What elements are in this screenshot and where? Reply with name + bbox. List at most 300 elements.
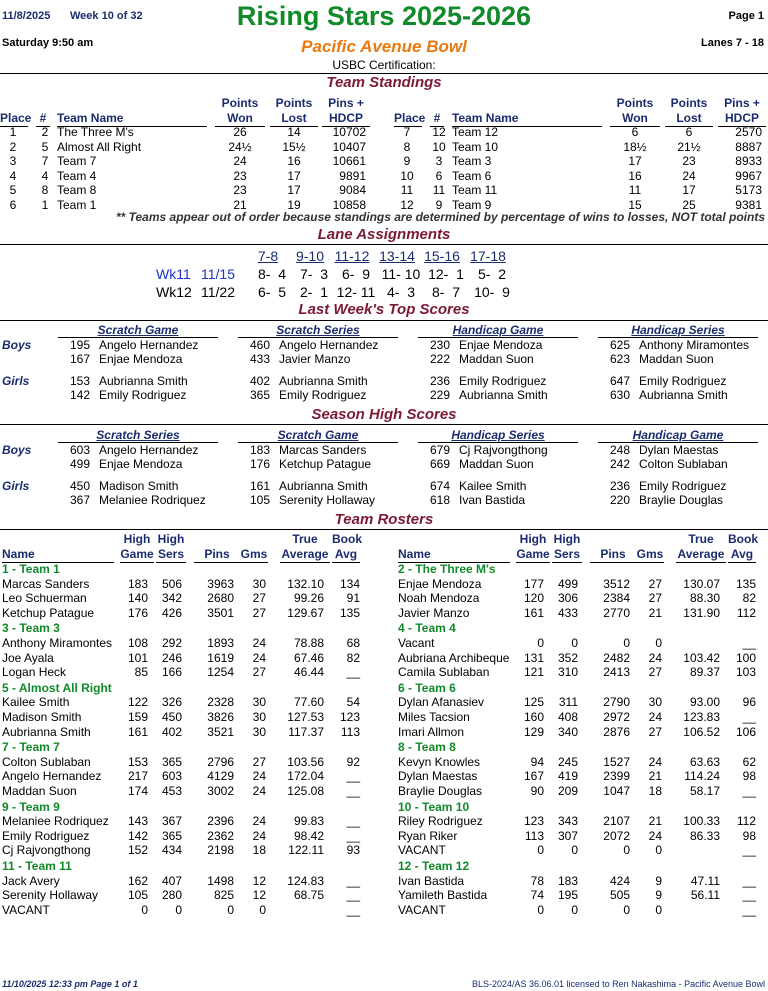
col-true-avg: True [688,532,714,546]
player-name: Melaniee Rodriquez [2,814,109,829]
score-value: 167 [69,352,90,366]
player-gms: 0 [655,902,662,917]
player-high-sers: 306 [557,591,578,606]
player-high-game: 113 [524,828,544,843]
player-true-avg: 130.07 [683,576,720,591]
standing-num: 6 [435,168,443,183]
col-book-avg-2: Avg [728,547,756,563]
player-name: VACANT [398,902,446,917]
team-header: 1 - Team 1 [2,562,60,576]
player-true-avg: 98.42 [293,828,324,843]
player-book-avg: 62 [742,754,756,769]
score-value: 183 [249,443,270,457]
team-header: 12 - Team 12 [398,859,470,873]
score-group-header: Scratch Game [238,428,398,443]
player-true-avg: 106.52 [683,724,720,739]
player-gms: 27 [648,576,662,591]
standing-won: 15 [628,197,642,212]
player-pins: 2328 [207,695,234,710]
player-name: Serenity Hollaway [2,888,99,903]
bowler-name: Aubrianna Smith [639,388,728,402]
standing-team: Team 12 [452,125,499,139]
standing-place: 2 [9,139,17,154]
player-book-avg: __ [742,843,756,858]
player-high-sers: 166 [161,665,182,680]
player-pins: 2770 [603,605,630,620]
player-true-avg: 127.53 [287,710,324,724]
col-points-won: Points [616,96,654,110]
team-header: 8 - Team 8 [398,740,456,755]
lane-matchup: 7- 3 [299,266,328,282]
player-gms: 30 [252,710,266,724]
bowler-name: Colton Sublaban [639,457,728,471]
standing-won: 24½ [228,139,252,154]
score-value: 248 [609,443,630,457]
player-high-sers: 195 [557,888,578,903]
standing-won: 21 [233,197,247,212]
player-high-sers: 326 [161,695,182,710]
player-high-sers: 246 [161,650,182,665]
player-true-avg: 88.30 [689,591,720,606]
player-book-avg: 134 [339,576,360,591]
bowler-name: Kailee Smith [459,479,527,493]
col-true-avg: True [292,532,318,546]
col-high-sers: High [157,532,185,546]
player-true-avg: 122.11 [288,843,324,858]
player-pins: 1047 [603,784,630,798]
player-pins: 2396 [207,814,234,829]
player-high-game: 78 [530,873,544,888]
player-name: Vacant [398,636,435,650]
player-true-avg: 93.00 [689,695,720,710]
standing-team: Almost All Right [57,139,142,154]
player-pins: 1527 [603,754,630,769]
standing-hdcp: 5173 [735,183,762,197]
score-group-header: Handicap Game [598,428,758,443]
lane-matchup: 6- 9 [341,266,370,282]
player-book-avg: 93 [346,843,360,858]
player-high-sers: 343 [557,814,578,829]
report-date: 11/8/2025 [2,10,51,22]
player-gms: 24 [648,754,662,769]
player-high-sers: 342 [161,591,182,606]
lane-pair-header: 7-8 [257,248,279,264]
col-book-avg: Book [332,532,362,546]
standing-lost: 6 [685,125,693,139]
player-high-sers: 209 [557,784,578,798]
player-true-avg: 124.83 [287,873,324,888]
standing-team: Team 6 [452,168,492,183]
bowler-name: Emily Rodriguez [459,374,547,388]
lane-matchup: 4- 3 [386,284,415,300]
player-gms: 18 [252,843,266,858]
standing-place: 1 [9,125,17,139]
player-pins: 2072 [603,828,630,843]
player-pins: 3826 [207,710,234,724]
player-high-game: 122 [127,695,148,710]
player-name: Javier Manzo [398,605,470,620]
player-high-game: 131 [523,650,544,665]
col-name: Name [398,547,510,563]
usbc-cert: USBC Certification: [332,58,436,72]
standing-lost: 19 [287,197,301,212]
player-high-game: 74 [530,888,544,903]
standing-place: 6 [9,197,17,212]
player-name: Aubriana Archibeque [398,650,510,665]
girls-label: Girls [2,479,30,493]
score-value: 161 [249,479,270,493]
player-true-avg: 99.26 [293,591,324,606]
player-gms: 24 [252,828,266,843]
top-scores-title: Last Week's Top Scores [298,301,470,318]
player-true-avg: 129.67 [287,605,324,620]
standing-won: 23 [233,168,247,183]
player-pins: 0 [227,902,234,917]
player-book-avg: 100 [735,650,756,665]
standing-place: 12 [400,197,414,212]
score-value: 365 [249,388,270,402]
col-gms: Gms [636,547,664,561]
standing-num: 1 [41,197,49,212]
player-gms: 24 [252,650,266,665]
player-book-avg: __ [742,636,756,650]
player-pins: 1254 [207,665,234,680]
standing-lost: 21½ [677,139,701,154]
lane-matchup: 12- 11 [336,284,376,300]
player-high-game: 0 [537,843,544,858]
lane-matchup: 10- 9 [474,284,510,300]
lane-week: Wk12 [156,284,192,300]
player-book-avg: __ [742,710,756,724]
player-pins: 0 [623,902,630,917]
team-header: 6 - Team 6 [398,680,456,695]
player-high-game: 217 [127,769,148,784]
player-name: Angelo Hernandez [2,769,102,784]
team-header: 7 - Team 7 [2,740,60,755]
player-name: Madison Smith [2,710,82,724]
bowler-name: Aubrianna Smith [99,374,188,388]
score-value: 230 [429,338,450,352]
standing-hdcp: 2570 [735,125,762,139]
standing-place: 11 [400,183,414,197]
standing-place: 5 [9,183,17,197]
player-book-avg: 92 [346,754,360,769]
standing-hdcp: 10858 [332,197,366,212]
bowler-name: Aubrianna Smith [459,388,548,402]
player-book-avg: 68 [346,636,360,650]
player-true-avg: 103.42 [683,650,720,665]
bowler-name: Maddan Suon [639,352,714,366]
bowler-name: Aubrianna Smith [279,479,368,493]
player-true-avg: 46.44 [293,665,324,680]
lane-pair-header: 13-14 [379,248,415,264]
player-book-avg: __ [346,784,360,798]
player-high-sers: 419 [557,769,578,784]
col-lost: Lost [270,111,318,127]
col-points-lost: Points [670,96,708,110]
standing-num: 10 [432,139,446,154]
standing-won: 23 [233,183,247,197]
score-value: 220 [609,493,630,507]
player-pins: 4129 [207,769,234,784]
standing-hdcp: 8887 [735,139,762,154]
player-high-game: 153 [127,754,148,769]
standing-team: Team 4 [57,168,97,183]
player-high-sers: 453 [161,784,182,798]
standing-won: 24 [233,154,247,168]
player-book-avg: 112 [736,814,756,829]
score-value: 105 [249,493,270,507]
rule [0,244,768,245]
standing-place: 10 [400,168,414,183]
week-label: Week 10 of 32 [70,10,143,22]
player-high-sers: 402 [161,724,182,739]
team-header: 10 - Team 10 [398,799,470,814]
bowler-name: Ivan Bastida [459,493,526,507]
player-high-game: 143 [127,814,148,829]
player-true-avg: 172.04 [287,769,324,784]
col-high-game-2: Game [120,547,154,561]
lane-date: 11/15 [201,266,235,282]
player-gms: 24 [252,636,266,650]
col-book-avg: Book [728,532,758,546]
player-gms: 0 [655,636,662,650]
standing-team: Team 7 [57,154,97,168]
col-won: Won [610,111,660,127]
player-true-avg: 103.56 [287,754,324,769]
player-name: Noah Mendoza [398,591,480,606]
footer-license: BLS-2024/AS 36.06.01 licensed to Ren Nakashima - Pacific Avenue Bowl [471,979,765,989]
player-name: Miles Tacsion [398,710,470,724]
player-book-avg: __ [346,902,360,917]
player-gms: 30 [252,576,266,591]
team-header: 9 - Team 9 [2,799,60,814]
standing-place: 4 [9,168,17,183]
player-true-avg: 68.75 [293,888,324,903]
col-high-game: High [519,532,547,546]
standing-place: 3 [9,154,17,168]
player-book-avg: 113 [340,724,360,739]
player-name: VACANT [398,843,446,858]
player-pins: 2972 [603,710,630,724]
player-true-avg: 78.88 [293,636,324,650]
standing-team: Team 3 [452,154,492,168]
score-value: 433 [249,352,270,366]
player-high-sers: 450 [161,710,182,724]
player-high-sers: 434 [161,843,182,858]
player-book-avg: __ [346,769,360,784]
bowler-name: Maddan Suon [459,352,534,366]
bowler-name: Enjae Mendoza [459,338,543,352]
player-gms: 24 [252,814,266,829]
player-book-avg: 123 [339,710,360,724]
player-pins: 2413 [603,665,630,680]
player-book-avg: 103 [735,665,756,680]
standing-won: 18½ [623,139,647,154]
team-header: 2 - The Three M's [398,562,496,576]
player-gms: 27 [648,665,662,680]
player-name: Dylan Maestas [398,769,478,784]
lane-pair-header: 15-16 [424,248,460,264]
player-true-avg: 77.60 [293,695,324,710]
score-value: 603 [69,443,90,457]
player-high-game: 0 [141,902,148,917]
lane-matchup: 2- 1 [299,284,328,300]
col-high-sers-2: Sers [553,547,581,561]
standing-lost: 15½ [282,139,306,154]
bowler-name: Serenity Hollaway [279,493,376,507]
player-book-avg: 54 [346,695,360,710]
player-pins: 3002 [207,784,234,798]
player-true-avg: 63.63 [689,754,720,769]
standing-num: 5 [41,139,49,154]
score-value: 222 [429,352,450,366]
player-gms: 9 [655,873,662,888]
player-high-sers: 367 [161,814,182,829]
standing-hdcp: 9084 [339,183,366,197]
standing-num: 4 [41,168,49,183]
col-team: Team Name [452,111,602,127]
score-value: 450 [69,479,90,493]
player-book-avg: 106 [735,724,756,739]
score-value: 402 [249,374,270,388]
col-hdcp: HDCP [322,111,370,127]
team-header: 5 - Almost All Right [2,680,112,695]
bowler-name: Aubrianna Smith [279,374,368,388]
col-high-sers: High [553,532,581,546]
player-high-game: 174 [127,784,148,798]
player-pins: 505 [609,888,630,903]
player-gms: 27 [252,665,266,680]
player-high-game: 123 [523,814,544,829]
footer-timestamp: 11/10/2025 12:33 pm Page 1 of 1 [2,979,138,989]
player-pins: 2384 [603,591,630,606]
lane-pair-header: 11-12 [334,248,370,264]
lane-matchup: 12- 1 [428,266,464,282]
player-book-avg: __ [742,784,756,798]
player-pins: 0 [623,843,630,858]
standing-place: 7 [403,125,411,139]
score-value: 142 [69,388,90,402]
player-gms: 27 [648,724,662,739]
bowler-name: Maddan Suon [459,457,534,471]
standing-place: 8 [403,139,411,154]
player-high-game: 176 [127,605,148,620]
standing-lost: 23 [682,154,696,168]
team-header: 4 - Team 4 [398,621,456,636]
day-time: Saturday 9:50 am [2,37,94,49]
standing-lost: 16 [287,154,301,168]
bowler-name: Angelo Hernandez [279,338,379,352]
player-book-avg: __ [346,888,360,903]
player-name: Logan Heck [2,665,67,680]
player-high-game: 125 [523,695,544,710]
standing-team: Team 8 [57,183,97,197]
player-high-game: 105 [127,888,148,903]
col-pins: Pins [590,547,636,563]
player-high-game: 101 [127,650,148,665]
player-pins: 3512 [603,576,630,591]
score-value: 679 [429,443,450,457]
player-book-avg: __ [742,902,756,917]
col-high-game-2: Game [516,547,550,561]
player-pins: 2680 [207,591,234,606]
player-book-avg: 98 [742,828,756,843]
player-high-sers: 0 [571,636,578,650]
player-gms: 21 [648,814,662,829]
standing-won: 6 [631,125,639,139]
rule [0,529,768,530]
player-high-game: 152 [127,843,148,858]
rosters-title: Team Rosters [334,511,434,528]
player-name: Leo Schuerman [2,591,87,606]
player-high-sers: 426 [161,605,182,620]
player-high-sers: 499 [557,576,578,591]
standing-team: The Three M's [57,125,134,139]
score-value: 674 [429,479,450,493]
bowler-name: Cj Rajvongthong [459,443,548,457]
player-pins: 2482 [603,650,630,665]
player-high-sers: 183 [557,873,578,888]
player-high-game: 161 [127,724,148,739]
player-high-sers: 433 [557,605,578,620]
score-value: 647 [609,374,630,388]
lane-matchup: 8- 4 [257,266,286,282]
player-pins: 2198 [207,843,234,858]
player-gms: 18 [648,784,662,798]
standing-won: 11 [628,183,642,197]
player-book-avg: __ [742,873,756,888]
col-pins-hdcp: Pins + [724,96,760,110]
player-name: Colton Sublaban [2,754,91,769]
standing-num: 11 [432,183,446,197]
lanes-title: Lane Assignments [317,226,451,243]
score-value: 153 [69,374,90,388]
lane-pair-header: 17-18 [470,248,506,264]
lanes-label: Lanes 7 - 18 [701,37,764,49]
standing-won: 17 [628,154,642,168]
player-high-game: 85 [134,665,148,680]
player-high-sers: 365 [161,828,182,843]
player-high-sers: 603 [161,769,182,784]
player-pins: 0 [623,636,630,650]
player-true-avg: 100.33 [683,814,720,829]
standing-hdcp: 10661 [332,154,366,168]
standing-num: 12 [432,125,446,139]
col-lost: Lost [665,111,713,127]
player-name: VACANT [2,902,50,917]
standing-won: 26 [233,125,247,139]
score-value: 236 [429,374,450,388]
player-high-game: 121 [523,665,544,680]
player-name: Ivan Bastida [398,873,465,888]
bowler-name: Dylan Maestas [639,443,719,457]
col-hdcp: HDCP [718,111,766,127]
score-value: 499 [69,457,90,471]
player-book-avg: __ [346,665,360,680]
bowler-name: Angelo Hernandez [99,338,199,352]
player-name: Yamileth Bastida [398,888,488,903]
player-name: Kailee Smith [2,695,70,710]
player-high-sers: 407 [161,873,182,888]
player-pins: 2876 [603,724,630,739]
boys-label: Boys [2,338,32,352]
standing-team: Team 11 [452,183,498,197]
player-true-avg: 131.90 [683,605,720,620]
rule [0,320,768,321]
player-true-avg: 58.17 [689,784,720,798]
boys-label: Boys [2,443,32,457]
